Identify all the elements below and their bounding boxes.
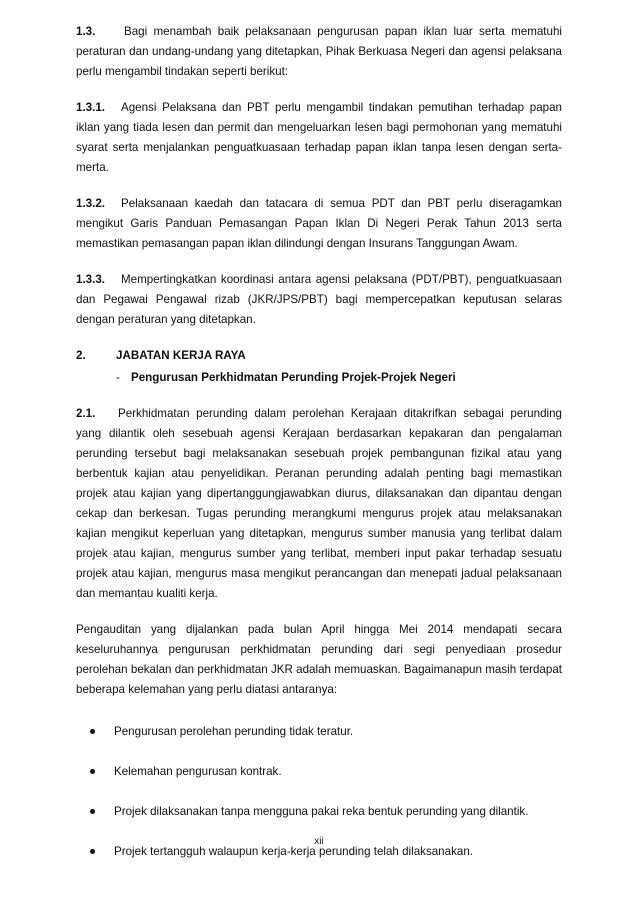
section-title: JABATAN KERJA RAYA bbox=[116, 349, 246, 362]
paragraph-1-3-3 bbox=[76, 270, 562, 330]
section-number: 2. bbox=[76, 349, 86, 362]
section-number: 1.3. bbox=[76, 25, 96, 38]
document-page bbox=[76, 22, 562, 882]
section-number: 2.1. bbox=[76, 407, 96, 420]
section-number: 1.3.2. bbox=[76, 197, 106, 210]
page-number: xii bbox=[314, 836, 324, 847]
bullet-icon bbox=[76, 722, 114, 742]
paragraph-text: Perkhidmatan perunding dalam perolehan Kerajaan ditakrifkan sebagai perunding yang dilantik oleh sesebuah agensi Kerajaan berdasarkan kepakaran dan pengalaman perunding tersebut bagi melaksanakan sesebuah projek pembangunan fizikal atau yang berbentuk kajian atau penyelidikan. Peranan perunding adalah penting bagi memastikan projek atau kajian yang dipertanggungjawabkan diurus, dilaksanakan dan dipantau dengan cekap dan berkesan. Tugas perunding merangkumi mengurus projek atau melaksanakan kajian mengikut keperluan yang ditetapkan, mengurus sumber manusia yang terlibat dalam projek atau kajian, mengurus sumber yang terlibat, memberi input pakar terhadap sesuatu projek atau kajian, mengurus masa mengikut perancangan dan menepati jadual pelaksanaan dan memantau kualiti kerja. bbox=[76, 407, 562, 600]
paragraph-1-3 bbox=[76, 22, 562, 82]
dash-marker: - bbox=[116, 371, 120, 384]
paragraph-text: Pelaksanaan kaedah dan tatacara di semua PDT dan PBT perlu diseragamkan mengikut Garis Panduan Pemasangan Papan Iklan Di Negeri Perak Tahun 2013 serta memastikan pemasangan papan iklan dilindungi dengan Insurans Tanggungan Awam. bbox=[76, 197, 562, 250]
list-item-text: Kelemahan pengurusan kontrak. bbox=[114, 765, 282, 778]
list-item-text: Pengurusan perolehan perunding tidak teratur. bbox=[114, 725, 354, 738]
bullet-icon bbox=[76, 802, 114, 822]
paragraph-1-3-1 bbox=[76, 98, 562, 178]
list-item bbox=[76, 722, 562, 742]
list-item-text: Projek tertangguh walaupun kerja-kerja perunding telah dilaksanakan. bbox=[114, 845, 473, 858]
bullet-icon bbox=[76, 762, 114, 782]
paragraph-1-3-2 bbox=[76, 194, 562, 254]
section-number: 1.3.1. bbox=[76, 101, 106, 114]
section-2-heading bbox=[76, 346, 562, 366]
section-number: 1.3.3. bbox=[76, 273, 106, 286]
paragraph-2-1 bbox=[76, 404, 562, 604]
paragraph-text: Bagi menambah baik pelaksanaan pengurusan papan iklan luar serta mematuhi peraturan dan undang-undang yang ditetapkan, Pihak Berkuasa Negeri dan agensi pelaksana perlu mengambil tindakan seperti berikut: bbox=[76, 25, 562, 78]
paragraph-text: Pengauditan yang dijalankan pada bulan April hingga Mei 2014 mendapati secara keseluruhannya pengurusan perkhidmatan perunding dari segi penyediaan prosedur perolehan bekalan dan perkhidmatan JKR adalah memuaskan. Bagaimanapun masih terdapat beberapa kelemahan yang perlu diatasi antaranya: bbox=[76, 623, 562, 696]
paragraph-text: Mempertingkatkan koordinasi antara agensi pelaksana (PDT/PBT), penguatkuasaan dan Pegawai Pengawal rizab (JKR/JPS/PBT) bagi mempercepatkan keputusan selaras dengan peraturan yang ditetapkan. bbox=[76, 273, 562, 326]
section-2-subheading bbox=[116, 368, 562, 388]
paragraph-text: Agensi Pelaksana dan PBT perlu mengambil tindakan pemutihan terhadap papan iklan yang tiada lesen dan permit dan mengeluarkan lesen bagi permohonan yang mematuhi syarat serta menjalankan penguatkuasaan terhadap papan iklan tanpa lesen dengan serta-merta. bbox=[76, 101, 562, 174]
list-item bbox=[76, 802, 562, 822]
list-item bbox=[76, 762, 562, 782]
section-subtitle: Pengurusan Perkhidmatan Perunding Projek-Projek Negeri bbox=[131, 371, 456, 384]
paragraph-audit bbox=[76, 620, 562, 700]
list-item-text: Projek dilaksanakan tanpa mengguna pakai reka bentuk perunding yang dilantik. bbox=[114, 805, 529, 818]
